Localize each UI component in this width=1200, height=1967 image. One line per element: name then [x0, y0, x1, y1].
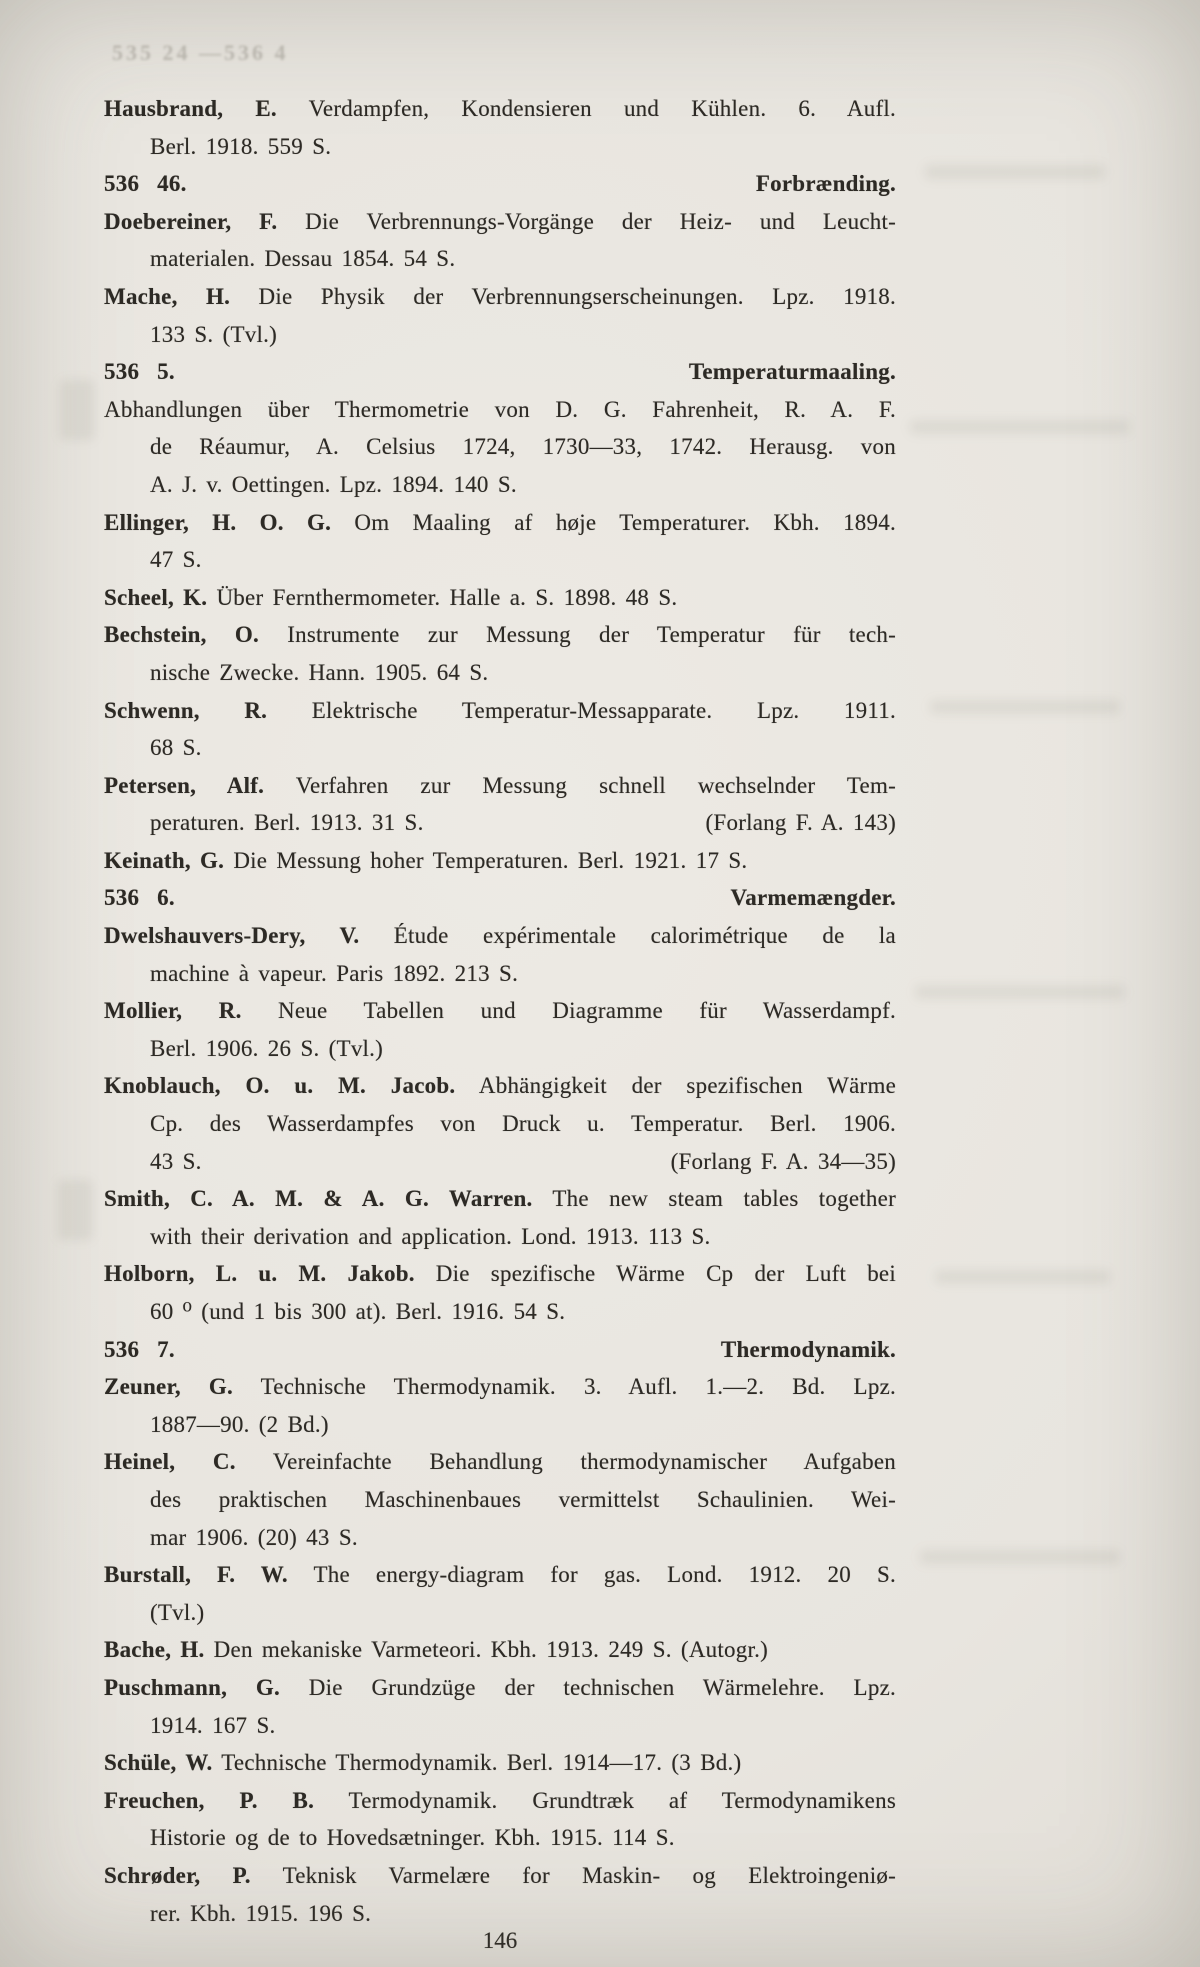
entry-line: [104, 1143, 896, 1181]
bibliography-entry: [104, 917, 896, 992]
entry-author: Schwenn, R.: [104, 697, 268, 723]
entry-author: Mache, H.: [104, 283, 231, 309]
section-code: 536 46.: [104, 171, 187, 197]
entry-author: Freuchen, P. B.: [104, 1787, 315, 1813]
bibliography-entry: [104, 1067, 896, 1180]
entry-line: rer. Kbh. 1915. 196 S.: [150, 1900, 372, 1926]
entry-author: Puschmann, G.: [104, 1674, 280, 1700]
entry-line-left: 43 S.: [150, 1148, 202, 1174]
entry-line: Berl. 1918. 559 S.: [150, 133, 332, 159]
bleedthrough-smudge: [920, 1550, 1120, 1564]
bibliography-entry: [104, 203, 896, 278]
entry-author: Mollier, R.: [104, 998, 242, 1024]
entry-line: Holborn, L. u. M. Jakob. Die spezifische Wärme Cp der Luft bei: [104, 1261, 896, 1287]
section-heading: [104, 165, 896, 203]
bibliography-entry: [104, 992, 896, 1067]
entry-line: [104, 804, 896, 842]
bibliography-entry: [104, 767, 896, 842]
entry-line: Mollier, R. Neue Tabellen und Diagramme für Wasserdampf.: [104, 998, 896, 1024]
bibliography-entry: [104, 1782, 896, 1857]
entry-line: Knoblauch, O. u. M. Jacob. Abhängigkeit der spezifischen Wärme: [104, 1073, 897, 1099]
entry-author: Holborn, L. u. M. Jakob.: [104, 1261, 415, 1287]
bibliography-entry: [104, 1631, 896, 1669]
bibliography: [104, 90, 896, 1932]
entry-line: Ellinger, H. O. G. Om Maaling af høje Temperaturer. Kbh. 1894.: [104, 509, 896, 535]
bibliography-entry: [104, 1857, 896, 1932]
bleedthrough-smudge: [58, 1180, 92, 1240]
entry-line: nische Zwecke. Hann. 1905. 64 S.: [150, 659, 489, 685]
entry-line: machine à vapeur. Paris 1892. 213 S.: [150, 960, 519, 986]
page-number: 146: [482, 1928, 518, 1953]
bibliography-entry: [104, 842, 896, 880]
entry-line: 1914. 167 S.: [150, 1712, 276, 1738]
entry-line: Bechstein, O. Instrumente zur Messung der Temperatur für tech-: [104, 622, 897, 648]
bibliography-entry: [104, 579, 896, 617]
entry-line: Abhandlungen über Thermometrie von D. G. Fahrenheit, R. A. F.: [104, 396, 896, 422]
bibliography-entry: [104, 1180, 896, 1255]
entry-author: Schüle, W.: [104, 1750, 213, 1776]
entry-line: Cp. des Wasserdampfes von Druck u. Temperatur. Berl. 1906.: [150, 1111, 896, 1137]
bibliography-entry: [104, 1255, 896, 1330]
bibliography-entry: [104, 1669, 896, 1744]
bibliography-entry: [104, 504, 896, 579]
bibliography-entry: [104, 90, 896, 165]
entry-line: Heinel, C. Vereinfachte Behandlung thermodynamischer Aufgaben: [104, 1449, 896, 1475]
bleedthrough-smudge: [60, 380, 94, 440]
bibliography-entry: [104, 391, 896, 504]
bibliography-entry: [104, 1556, 896, 1631]
entry-author: Hausbrand, E.: [104, 96, 277, 121]
section-code: 536 6.: [104, 885, 175, 911]
entry-line: materialen. Dessau 1854. 54 S.: [150, 246, 456, 272]
entry-author: Schrøder, P.: [104, 1862, 251, 1888]
entry-author: Keinath, G.: [104, 847, 225, 873]
entry-line: Schüle, W. Technische Thermodynamik. Berl. 1914—17. (3 Bd.): [104, 1750, 742, 1776]
entry-line: Dwelshauvers-Dery, V. Étude expérimentale calorimétrique de la: [104, 923, 896, 949]
entry-line: Scheel, K. Über Fernthermometer. Halle a. S. 1898. 48 S.: [104, 584, 678, 610]
entry-line: Petersen, Alf. Verfahren zur Messung schnell wechselnder Tem-: [104, 772, 897, 798]
bibliography-entry: [104, 1443, 896, 1556]
bibliography-entry: [104, 1368, 896, 1443]
entry-line: 47 S.: [150, 547, 202, 573]
entry-author: Scheel, K.: [104, 584, 208, 610]
bibliography-entry: [104, 692, 896, 767]
section-title: Varmemængder.: [730, 885, 896, 911]
entry-author: Petersen, Alf.: [104, 772, 265, 798]
entry-line: Mache, H. Die Physik der Verbrennungserscheinungen. Lpz. 1918.: [104, 283, 896, 309]
section-title: Forbrænding.: [755, 171, 896, 197]
entry-author: Heinel, C.: [104, 1449, 236, 1475]
entry-author: Burstall, F. W.: [104, 1562, 288, 1588]
entry-author: Smith, C. A. M. & A. G. Warren.: [104, 1186, 533, 1212]
entry-line: mar 1906. (20) 43 S.: [150, 1524, 358, 1550]
entry-author: Doebereiner, F.: [104, 208, 278, 234]
entry-line: 68 S.: [150, 735, 202, 761]
entry-line: 1887—90. (2 Bd.): [150, 1411, 329, 1437]
entry-line: Schrøder, P. Teknisk Varmelære for Maskin- og Elektroingeniø-: [104, 1862, 897, 1888]
section-heading: [104, 1331, 896, 1369]
entry-author: Dwelshauvers-Dery, V.: [104, 923, 360, 949]
section-heading: [104, 879, 896, 917]
bleedthrough-smudge: [915, 985, 1125, 999]
section-title: Temperaturmaaling.: [688, 359, 896, 385]
entry-line: des praktischen Maschinenbaues vermittelst Schaulinien. Wei-: [150, 1486, 896, 1512]
bibliography-entry: [104, 616, 896, 691]
entry-line: (Tvl.): [150, 1599, 205, 1625]
entry-author: Bechstein, O.: [104, 622, 259, 648]
entry-author: Ellinger, H. O. G.: [104, 509, 332, 535]
bleedthrough-smudge: [910, 420, 1130, 434]
entry-line: Smith, C. A. M. & A. G. Warren. The new steam tables together: [104, 1186, 896, 1212]
entry-author: Zeuner, G.: [104, 1374, 233, 1400]
entry-line: Keinath, G. Die Messung hoher Temperaturen. Berl. 1921. 17 S.: [104, 847, 748, 873]
entry-line: A. J. v. Oettingen. Lpz. 1894. 140 S.: [150, 471, 517, 497]
entry-line: 60 ⁰ (und 1 bis 300 at). Berl. 1916. 54 S.: [150, 1299, 566, 1324]
entry-line: 133 S. (Tvl.): [150, 321, 277, 347]
entry-line: Burstall, F. W. The energy-diagram for gas. Lond. 1912. 20 S.: [104, 1562, 896, 1588]
section-title: Thermodynamik.: [720, 1336, 896, 1362]
section-code: 536 7.: [104, 1336, 175, 1362]
bibliography-entry: [104, 278, 896, 353]
entry-line: de Réaumur, A. Celsius 1724, 1730—33, 1742. Herausg. von: [150, 434, 896, 460]
entry-line: Historie og de to Hovedsætninger. Kbh. 1915. 114 S.: [150, 1825, 675, 1851]
entry-line: Hausbrand, E. Verdampfen, Kondensieren und Kühlen. 6. Aufl.: [104, 96, 896, 121]
entry-note: (Forlang F. A. 143): [705, 810, 896, 836]
section-code: 536 5.: [104, 359, 175, 385]
entry-line: Zeuner, G. Technische Thermodynamik. 3. Aufl. 1.—2. Bd. Lpz.: [104, 1374, 896, 1400]
bleedthrough-header: 535 24 —536 4: [112, 40, 289, 65]
section-heading: [104, 353, 896, 391]
entry-line-left: peraturen. Berl. 1913. 31 S.: [150, 810, 424, 836]
entry-note: (Forlang F. A. 34—35): [670, 1148, 896, 1174]
entry-line: Freuchen, P. B. Termodynamik. Grundtræk af Termodynamikens: [104, 1787, 896, 1813]
entry-line: with their derivation and application. Lond. 1913. 113 S.: [150, 1223, 711, 1249]
entry-line: Schwenn, R. Elektrische Temperatur-Messapparate. Lpz. 1911.: [104, 697, 896, 723]
entry-line: Doebereiner, F. Die Verbrennungs-Vorgänge der Heiz- und Leucht-: [104, 208, 896, 234]
entry-line: Puschmann, G. Die Grundzüge der technischen Wärmelehre. Lpz.: [104, 1674, 896, 1700]
entry-author: Bache, H.: [104, 1637, 205, 1663]
entry-author: Knoblauch, O. u. M. Jacob.: [104, 1073, 456, 1099]
bleedthrough-smudge: [935, 1270, 1110, 1284]
bibliography-entry: [104, 1744, 896, 1782]
entry-line: Bache, H. Den mekaniske Varmeteori. Kbh. 1913. 249 S. (Autogr.): [104, 1637, 768, 1663]
entry-line: Berl. 1906. 26 S. (Tvl.): [150, 1035, 384, 1061]
bleedthrough-smudge: [930, 700, 1120, 714]
bleedthrough-smudge: [925, 165, 1105, 179]
